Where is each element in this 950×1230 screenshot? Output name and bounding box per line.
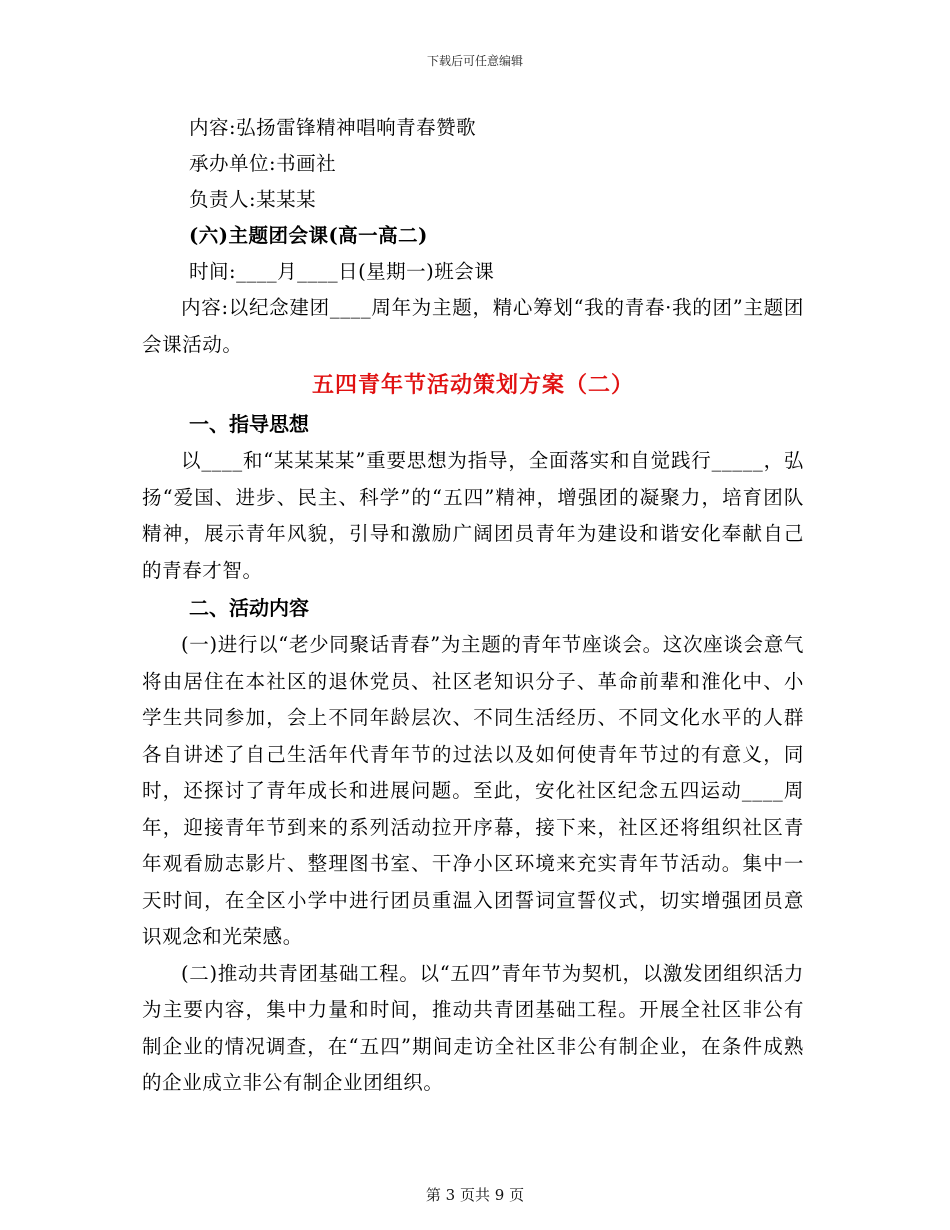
page-header-note: 下载后可任意编辑 [426, 54, 523, 68]
part-one-heading: 一、指导思想 [189, 412, 309, 436]
part-one-text: 以____和“某某某某”重要思想为指导，全面落实和自觉践行_____，弘扬“爱国、进步、民主、科学”的“五四”精神，增强团的凝聚力，培育团队精神，展示青年风貌，引导和激励广阔团员青年为建设和谐安化奉献自己的青春才智。 [142, 449, 804, 582]
section-six-content: 内容:以纪念建团____周年为主题，精心筹划“我的青春·我的团”主题团会课活动。 [142, 296, 804, 356]
organizer-line: 承办单位:书画社 [189, 152, 337, 175]
document-body [142, 110, 804, 1102]
content-line: 内容:弘扬雷锋精神唱响青春赞歌 [189, 116, 477, 139]
section-six-time: 时间:____月____日(星期一)班会课 [189, 260, 495, 283]
part-two-item-two: (二)推动共青团基础工程。以“五四”青年节为契机，以激发团组织活力为主要内容，集中力量和时间，推动共青团基础工程。开展全社区非公有制企业的情况调查，在“五四”期间走访全社区非公有制企业，在条件成熟的企业成立非公有制企业团组织。 [142, 961, 804, 1094]
page-number: 第 3 页共 9 页 [425, 1186, 525, 1204]
section-six-heading: (六)主题团会课(高一高二) [189, 224, 428, 247]
part-two-heading: 二、活动内容 [189, 596, 309, 620]
document-title: 五四青年节活动策划方案（二） [311, 372, 634, 398]
person-in-charge-line: 负责人:某某某 [189, 188, 317, 211]
part-two-item-one: (一)进行以“老少同聚话青春”为主题的青年节座谈会。这次座谈会意气将由居住在本社区的退休党员、社区老知识分子、革命前辈和淮化中、小学生共同参加，会上不同年龄层次、不同生活经历、不同文化水平的人群各自讲述了自己生活年代青年节的过法以及如何使青年节过的有意义，同时，还探讨了青年成长和进展问题。至此，安化社区纪念五四运动____周年，迎接青年节到来的系列活动拉开序幕，接下来，社区还将组织社区青年观看励志影片、整理图书室、干净小区环境来充实青年节活动。集中一天时间，在全区小学中进行团员重温入团誓词宣誓仪式，切实增强团员意识观念和光荣感。 [142, 633, 804, 948]
